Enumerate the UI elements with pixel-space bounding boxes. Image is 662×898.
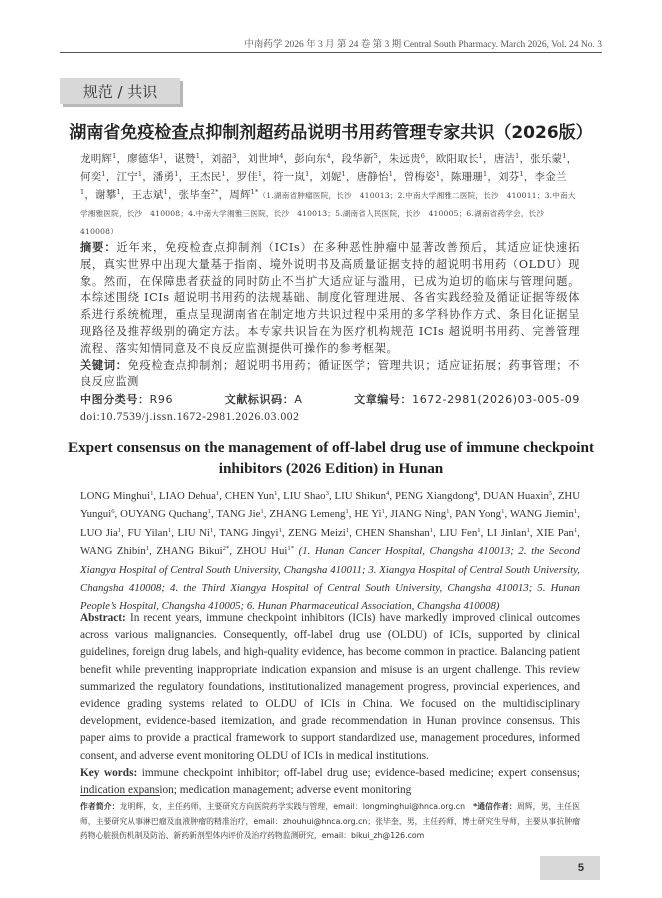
corresponding-author-text: 周辉，男，主任医师，主要研究从事淋巴瘤及血液肿瘤的精准治疗，email：zhouhui@hnca.org.cn；张毕奎，男，主任药师，博士研究生导师，主要从事抗肿瘤药物心脏损伤机制及防治、新药新剂型体内评价及治疗药物监测研究，email：bikui_zh@126.com (80, 802, 581, 840)
en-author-affiliation-mark: 1 (260, 508, 264, 516)
article-number-value: 1672-2981(2026)03-005-09 (412, 393, 580, 407)
en-author-affiliation-mark: 1 (573, 526, 578, 534)
en-author-affiliation-mark: 1 (278, 526, 282, 534)
en-author: CHEN Yun (224, 490, 275, 502)
en-author: ZENG Meizi (288, 526, 346, 539)
cn-author: 李金兰 (534, 171, 567, 183)
cn-author: 陈珊珊 (450, 171, 483, 183)
cn-author-affiliation-mark: 1 (159, 152, 164, 161)
en-author: ZHANG Bikui (156, 545, 223, 558)
en-author-affiliation-mark: 1 (209, 526, 214, 534)
cn-author: 朱远贵 (388, 153, 421, 165)
cn-author-affiliation-mark: 1 (163, 188, 168, 197)
en-author-affiliation-mark: 1 (274, 489, 278, 497)
cn-author: 王杰民 (189, 171, 222, 183)
author-bio-text: 龙明辉，女，主任药师，主要研究方向医院药学实践与管理，email：longminghui@hnca.org.cn (119, 802, 466, 811)
en-author-affiliation-mark: 1 (167, 526, 172, 534)
en-author-affiliation-mark: 4 (474, 489, 478, 497)
english-abstract-text: In recent years, immune checkpoint inhibitors (ICIs) have markedly improved clinical outcomes across various malignancies. Consequently, off-label drug use (OLDU) of ICIs, supported by clinical guidelines, foreign drug labels, and high-quality evidence, has become common in practice. Balancing patient benefit while preventing inappropriate indication expansion and misuse is an urgent challenge. This review summarized the regulatory foundations, institutionalized management progress, provincial experiences, and evidence grading systems related to OLDU of ICIs in China. We focused on the multidisciplinary development, evidence-based itemization, and grade recommendation in Hunan province consensus. This paper aims to provide a practical framework to support standardized use, management procedures, informed consent, and adverse event monitoring OLDU of ICIs in medical institutions. (80, 612, 580, 762)
cn-author-affiliation-mark: 1 (221, 170, 226, 179)
classification-line (80, 392, 580, 409)
cn-author: 龙明辉 (80, 153, 113, 165)
document-code-value: A (294, 393, 303, 407)
en-author-affiliation-mark: 1 (117, 526, 122, 534)
english-abstract-label: Abstract: (80, 612, 126, 624)
en-author: LIU Shikun (334, 490, 387, 502)
en-author: HE Yi (354, 508, 382, 521)
en-author-affiliation-mark: 1 (429, 526, 434, 534)
en-author: LIU Shao (283, 490, 326, 502)
article-number-label: 文章编号： (354, 393, 413, 407)
category-label: 规范 / 共识 (60, 78, 180, 104)
en-author: WANG Zhibin (80, 545, 146, 558)
en-author: ZHU Yungui (80, 490, 581, 521)
chinese-affiliations: （1.湖南省肿瘤医院，长沙 410013；2.中南大学湘雅二医院，长沙 410011；3.中南大学湘雅医院，长沙 410008；4.中南大学湘雅三医院，长沙 410013；5.湖南省人民医院，长沙 410005；6.湖南省药学会，长沙 410008） (80, 191, 576, 236)
cn-author: 唐洁 (493, 153, 516, 165)
document-code-label: 文献标识码： (224, 393, 295, 407)
en-author-affiliation-mark: 1 (145, 545, 150, 553)
cn-author: 张毕奎 (178, 189, 211, 201)
en-author-affiliation-mark: 1 (207, 508, 211, 516)
cn-author-affiliation-mark: 3 (232, 152, 237, 161)
cn-author: 曾梅姿 (403, 171, 436, 183)
cn-author-affiliation-mark: 1 (562, 152, 567, 161)
cn-author-affiliation-mark: 4 (279, 152, 284, 161)
cn-author-affiliation-mark: 2* (210, 188, 219, 197)
cn-author-affiliation-mark: 1 (112, 152, 117, 161)
en-author: CHEN Shanshan (355, 526, 430, 539)
en-author-affiliation-mark: 1 (150, 489, 154, 497)
en-author: LONG Minghui (80, 490, 151, 502)
chinese-abstract (80, 240, 580, 358)
en-author: PAN Yong (455, 508, 502, 521)
en-author: PENG Xiangdong (394, 490, 475, 502)
cn-author-affiliation-mark: 1 (519, 170, 524, 179)
cn-author-affiliation-mark: 1 (174, 170, 179, 179)
cn-author: 江宁 (116, 171, 138, 183)
cn-author: 符一岚 (272, 171, 306, 183)
cn-author: 刘韶 (210, 153, 233, 165)
en-author-affiliation-mark: 1 (446, 508, 450, 516)
english-keywords-text: immune checkpoint inhibitor; off-label drug use; evidence-based medicine; expert consensus; indication expansion; medication management; adverse event monitoring (80, 766, 580, 797)
en-author-affiliation-mark: 1 (526, 526, 530, 534)
cn-author-affiliation-mark: 1 (305, 170, 310, 179)
en-author-affiliation-mark: 1 (381, 508, 385, 516)
cn-author-affiliation-mark: 1 (257, 170, 263, 179)
chinese-author-list: 龙明辉$^1$，廖德华$^1$，谌赞$^1$，刘韶$^3$，刘世坤$^4$，彭向东$^4$，段华新$^5$，朱远贵$^6$，欧阳取长$^1$，唐洁$^1$，张乐蒙$^1$，何奕$^1$，江宁$^1$，潘勇$^1$，王杰民$^1$，罗佳$^1$，符一岚$^1$，刘妮$^1$，唐静怡$^1$，曾梅姿$^1$，陈珊珊$^1$，刘芬$^1$，李金兰$^1$，谢攀$^1$，王志斌$^1$，张毕奎$^{2*}$，周辉$^{1*}$ (80, 152, 578, 201)
cn-author-affiliation-mark: 1 (137, 170, 143, 179)
cn-author: 段华新 (341, 153, 374, 165)
clc-value: R96 (149, 393, 174, 407)
cn-author-affiliation-mark: 1 (435, 170, 441, 179)
en-author-affiliation-mark: 1* (287, 545, 295, 553)
en-author-affiliation-mark: 1 (345, 508, 349, 516)
chinese-abstract-label: 摘要： (80, 241, 117, 254)
en-author: ZHANG Lemeng (269, 508, 346, 521)
cn-author: 刘世坤 (247, 153, 280, 165)
en-author-affiliation-mark: 1 (345, 526, 350, 534)
english-author-block (80, 487, 580, 616)
cn-author-affiliation-mark: 1 (341, 170, 346, 179)
cn-author-affiliation-mark: 1 (116, 188, 121, 197)
en-author: XIE Pan (536, 526, 574, 539)
cn-author-affiliation-mark: 1 (515, 152, 520, 161)
en-author: LUO Jia (80, 526, 118, 539)
page-number: 5 (540, 856, 600, 880)
cn-author-affiliation-mark: 1 (195, 152, 201, 161)
cn-author-affiliation-mark: 1 (478, 152, 483, 161)
chinese-abstract-block (80, 240, 580, 426)
english-author-list: LONG Minghui$^1$, LIAO Dehua$^1$, CHEN Yun$^1$, LIU Shao$^3$, LIU Shikun$^4$, PENG Xiangdong$^4$, DUAN Huaxin$^5$, ZHU Yungui$^6$, OUYANG Quchang$^1$, TANG Jie$^1$, ZHANG Lemeng$^1$, HE Yi$^1$, JIANG Ning$^1$, PAN Yong$^1$, WANG Jiemin$^1$, LUO Jia$^1$, FU Yilan$^1$, LIU Ni$^1$, TANG Jingyi$^1$, ZENG Meizi$^1$, CHEN Shanshan$^1$, LIU Fen$^1$, LI Jinlan$^1$, XIE Pan$^1$, WANG Zhibin$^1$, ZHANG Bikui$^{2*}$, ZHOU Hui$^{1*}$ (80, 489, 581, 558)
en-author-affiliation-mark: 2* (222, 545, 230, 553)
corresponding-author-label: *通信作者： (473, 802, 517, 811)
en-author-affiliation-mark: 3 (325, 489, 329, 497)
en-author: LI Jinlan (486, 526, 527, 539)
chinese-author-block (80, 150, 580, 240)
cn-author-affiliation-mark: 4 (326, 152, 331, 161)
author-bio-label: 作者简介： (80, 802, 120, 811)
en-author: ZHOU Hui (236, 545, 288, 558)
cn-author: 廖德华 (127, 153, 160, 165)
doi-link[interactable]: doi:10.7539/j.issn.1672-2981.2026.03.002 (80, 410, 300, 423)
en-author: FU Yilan (127, 526, 168, 539)
author-footnote (80, 800, 580, 844)
cn-author: 罗佳 (236, 171, 258, 183)
cn-author-affiliation-mark: 1 (101, 170, 106, 179)
cn-author: 刘妮 (320, 171, 342, 183)
en-author: JIANG Ning (390, 508, 447, 521)
chinese-keywords-label: 关键词： (80, 358, 128, 372)
en-author-affiliation-mark: 6 (111, 508, 115, 516)
cn-author-affiliation-mark: 5 (373, 152, 378, 161)
cn-author: 周辉 (229, 189, 251, 201)
en-author: OUYANG Quchang (120, 508, 208, 521)
en-author-affiliation-mark: 1 (215, 489, 220, 497)
english-abstract-block (80, 610, 580, 799)
en-author-affiliation-mark: 4 (386, 489, 390, 497)
cn-author-affiliation-mark: 1 (483, 170, 488, 179)
en-author-affiliation-mark: 1 (573, 508, 578, 516)
en-author: TANG Jie (216, 508, 261, 521)
cn-author: 张乐蒙 (530, 153, 563, 165)
cn-author: 何奕 (80, 171, 102, 183)
cn-author-affiliation-mark: 1* (250, 188, 259, 197)
en-author: DUAN Huaxin (483, 490, 549, 502)
cn-author-affiliation-mark: 6 (420, 152, 426, 161)
cn-author: 谌赞 (174, 153, 196, 165)
header-rule (60, 52, 602, 53)
english-abstract (80, 610, 580, 765)
en-author: LIAO Dehua (159, 490, 216, 502)
cn-author-affiliation-mark: 1 (388, 170, 394, 179)
english-affiliations: (1. Hunan Cancer Hospital, Changsha 410013; 2. the Second Xiangya Hospital of Central South University, Changsha 410011; 3. Xiangya Hospital of Central South University, Changsha 410008; 4. the Third Xiangya Hospital of Central South University, Changsha 410013; 5. Hunan People’s Hospital, Changsha 410005; 6. Hunan Pharmaceutical Association, Changsha 410008) (80, 545, 580, 613)
chinese-keywords-text: 免疫检查点抑制剂；超说明书用药；循证医学；管理共识；适应证拓展；药事管理；不良反应监测 (80, 358, 580, 389)
english-title: Expert consensus on the management of off-label drug use of immune checkpoint inhibitors (2026 Edition) in Hunan (67, 439, 595, 477)
cn-author: 彭向东 (294, 153, 327, 165)
clc-number (80, 392, 173, 409)
chinese-keywords (80, 358, 580, 392)
cn-author: 唐静怡 (356, 171, 389, 183)
chinese-title: 湖南省免疫检查点抑制剂超药品说明书用药管理专家共识（2026版） (69, 123, 593, 143)
en-author: LIU Ni (177, 526, 210, 539)
en-author: LIU Fen (439, 526, 478, 539)
en-author: TANG Jingyi (219, 526, 279, 539)
document-code (225, 392, 303, 409)
en-author-affiliation-mark: 5 (548, 489, 553, 497)
article-number (354, 392, 580, 409)
cn-author: 刘芬 (498, 171, 520, 183)
clc-label: 中图分类号： (80, 393, 150, 407)
running-head: 中南药学 2026 年 3 月 第 24 卷 第 3 期 Central South Pharmacy. March 2026, Vol. 24 No. 3 (244, 40, 602, 50)
cn-author: 王志斌 (131, 189, 164, 201)
cn-author: 谢攀 (95, 189, 117, 201)
english-keywords-label: Key words: (80, 766, 138, 779)
cn-author-affiliation-mark: 1 (80, 188, 85, 197)
en-author-affiliation-mark: 1 (501, 508, 505, 516)
chinese-abstract-text: 近年来，免疫检查点抑制剂（ICIs）在多种恶性肿瘤中显著改善预后，其适应证快速拓展，真实世界中出现大量基于指南、境外说明书及高质量证据支持的超说明书用药（OLDU）现象。然而，在保障患者获益的同时防止不当扩大适应证与滥用，已成为迫切的临床与管理问题。本综述围绕 ICIs 超说明书用药的法规基础、制度化管理进展、各省实践经验及循证证据等级体系进行系统梳理，重点呈现湖南省在制定地方共识过程中采用的多学科协作方式、条目化证据呈现路径及推荐级别的确定方法。本专家共识旨在为医疗机构规范 ICIs 超说明书用药、完善管理流程、落实知情同意及不良反应监测提供可操作的参考框架。 (80, 241, 580, 355)
en-author-affiliation-mark: 1 (477, 526, 481, 534)
cn-author: 欧阳取长 (435, 153, 479, 165)
cn-author: 潘勇 (152, 171, 175, 183)
footnote-rule (80, 795, 160, 796)
en-author: WANG Jiemin (509, 508, 574, 521)
